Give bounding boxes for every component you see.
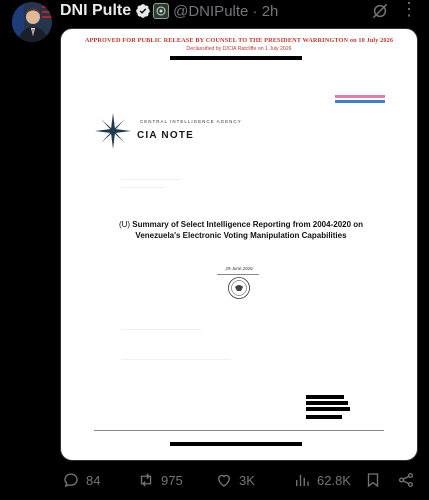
classification-marker: (U): [118, 220, 131, 229]
post-media-image[interactable]: [60, 28, 418, 461]
bookmark-button[interactable]: [364, 468, 388, 492]
cia-seal-icon: [227, 276, 251, 300]
action-bar: [0, 468, 429, 492]
redaction-bar: [170, 442, 302, 446]
repost-icon: [137, 471, 155, 489]
author-name[interactable]: DNI Pulte: [60, 2, 132, 19]
grok-icon[interactable]: [370, 1, 390, 21]
document-title: [106, 219, 376, 242]
like-icon: [215, 471, 233, 489]
avatar[interactable]: [12, 2, 52, 42]
like-count: 3K: [239, 472, 255, 488]
faint-text-line: [121, 329, 201, 330]
doc-type: CIA NOTE: [137, 130, 195, 141]
title-text: Summary of Select Intelligence Reporting from 2004-2020 on Venezuela's Electronic Voting Manipulation Capabilities: [132, 220, 364, 241]
verified-badge-icon: [135, 3, 151, 19]
cia-compass-logo-icon: [93, 111, 133, 151]
classification-color-bar: [335, 95, 385, 103]
repost-button[interactable]: [137, 468, 183, 492]
document-date: 29 June 2026: [225, 266, 253, 271]
redaction-bar: [170, 56, 302, 60]
post-time[interactable]: 2h: [261, 2, 279, 20]
views-icon: [293, 471, 311, 489]
like-button[interactable]: [215, 468, 255, 492]
agency-name: CENTRAL INTELLIGENCE AGENCY: [140, 119, 242, 124]
date-divider: [217, 274, 259, 275]
faint-text-line: [121, 187, 165, 188]
author-handle[interactable]: @DNIPulte: [173, 2, 249, 20]
share-button[interactable]: [397, 468, 421, 492]
footer-divider: [94, 430, 384, 431]
repost-count: 975: [161, 472, 183, 488]
bookmark-icon: [364, 471, 382, 489]
share-icon: [397, 471, 415, 489]
reply-count: 84: [86, 472, 101, 488]
tweet-header: [60, 0, 278, 22]
view-count: 62.8K: [317, 472, 351, 488]
declassified-note: Declassified by D/CIA Ratcliffe on 1 July 2026: [186, 46, 292, 52]
reply-icon: [62, 471, 80, 489]
faint-text-line: [121, 359, 231, 360]
views-button[interactable]: [293, 468, 351, 492]
faint-text-line: [121, 179, 181, 180]
release-banner: APPROVED FOR PUBLIC RELEASE BY COUNSEL TO THE PRESIDENT WARRINGTON on 10 July 2026: [84, 37, 394, 44]
separator-dot: ·: [252, 2, 258, 20]
reply-button[interactable]: [62, 468, 100, 492]
more-icon[interactable]: ⋮: [400, 0, 418, 19]
agency-badge-icon: [153, 3, 169, 19]
